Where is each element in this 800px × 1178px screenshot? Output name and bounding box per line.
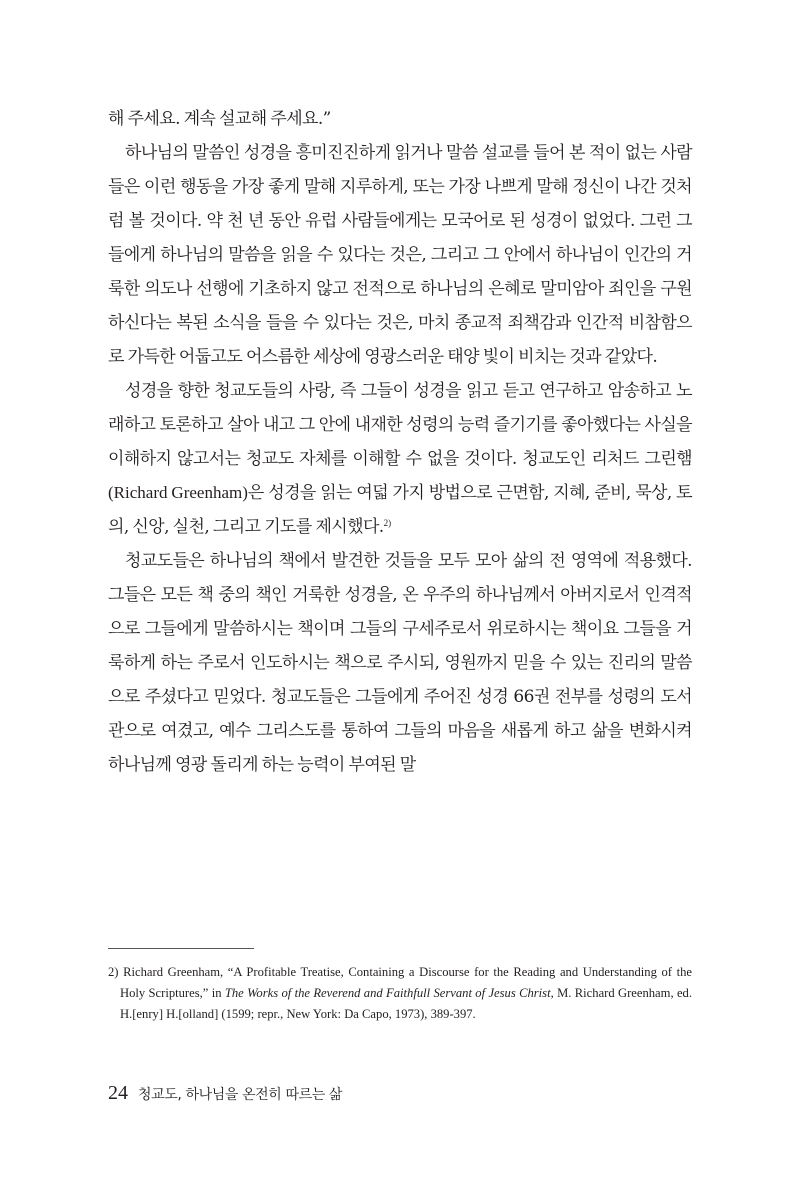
paragraph-3 bbox=[108, 374, 692, 544]
running-title: 청교도, 하나님을 온전히 따르는 삶 bbox=[138, 1087, 342, 1103]
page-number: 24 bbox=[108, 1082, 128, 1104]
footnote-italic-title: The Works of the Reverend and Faithfull Servant of Jesus Christ bbox=[224, 986, 551, 1000]
footnote-divider bbox=[108, 948, 254, 949]
paragraph-3-latin-name: (Richard Greenham) bbox=[108, 483, 248, 502]
paragraph-1: 해 주세요. 계속 설교해 주세요.” bbox=[108, 109, 331, 129]
paragraph-4: 청교도들은 하나님의 책에서 발견한 것들을 모두 모아 삶의 전 영역에 적용했다. 그들은 모든 책 중의 책인 거룩한 성경을, 온 우주의 하나님께서 아버지로서 인격적으로 그들에게 말씀하시는 책이며 그들의 구세주로서 위로하시는 책이요 그들을 거룩하게 하는 주로서 인도하시는 책으로 주시되, 영원까지 믿을 수 있는 진리의 말씀으로 주셨다고 믿었다. 청교도들은 그들에게 주어진 성경 66권 전부를 성령의 도서관으로 여겼고, 예수 그리스도를 통하여 그들의 마음을 새롭게 하고 삶을 변화시켜 하나님께 영광 돌리게 하는 능력이 부여된 말 bbox=[108, 551, 692, 775]
footnote-reference[interactable]: 2) bbox=[383, 518, 392, 528]
paragraph-2: 하나님의 말씀인 성경을 흥미진진하게 읽거나 말씀 설교를 들어 본 적이 없는 사람들은 이런 행동을 가장 좋게 말해 지루하게, 또는 가장 나쁘게 말해 정신이 나간 것처럼 볼 것이다. 약 천 년 동안 유럽 사람들에게는 모국어로 된 성경이 없었다. 그런 그들에게 하나님의 말씀을 읽을 수 있다는 것은, 그리고 그 안에서 하나님이 인간의 거룩한 의도나 선행에 기초하지 않고 전적으로 하나님의 은혜로 말미암아 죄인을 구원하신다는 복된 소식을 들을 수 있다는 것은, 마치 종교적 죄책감과 인간적 비참함으로 가득한 어둡고도 어스름한 세상에 영광스러운 태양 빛이 비치는 것과 같았다. bbox=[108, 143, 692, 367]
footnote bbox=[108, 962, 692, 1025]
page-folio bbox=[108, 1082, 342, 1112]
paragraph-3-text-after: 은 성경을 읽는 여덟 가지 방법으로 근면함, 지혜, 준비, 묵상, 토의, 신앙, 실천, 그리고 기도를 제시했다. bbox=[108, 483, 693, 537]
footnote-number: 2) bbox=[108, 965, 119, 979]
body-text bbox=[108, 102, 692, 782]
footnote-text-1: Richard Greenham, “A Profitable Treatise, Containing a Discourse for the Reading and Understanding of the Holy Scriptures,” in bbox=[120, 965, 692, 1000]
footnote-text-2: , M. Richard Greenham, ed. H.[enry] H.[olland] (1599; repr., New York: Da Capo, 1973), 389-397. bbox=[120, 986, 692, 1021]
paragraph-3-text-before: 성경을 향한 청교도들의 사랑, 즉 그들이 성경을 읽고 듣고 연구하고 암송하고 노래하고 토론하고 살아 내고 그 안에 내재한 성령의 능력 즐기기를 좋아했다는 사실을 이해하지 않고서는 청교도 자체를 이해할 수 없을 것이다. 청교도인 리처드 그린햄 bbox=[108, 381, 692, 469]
